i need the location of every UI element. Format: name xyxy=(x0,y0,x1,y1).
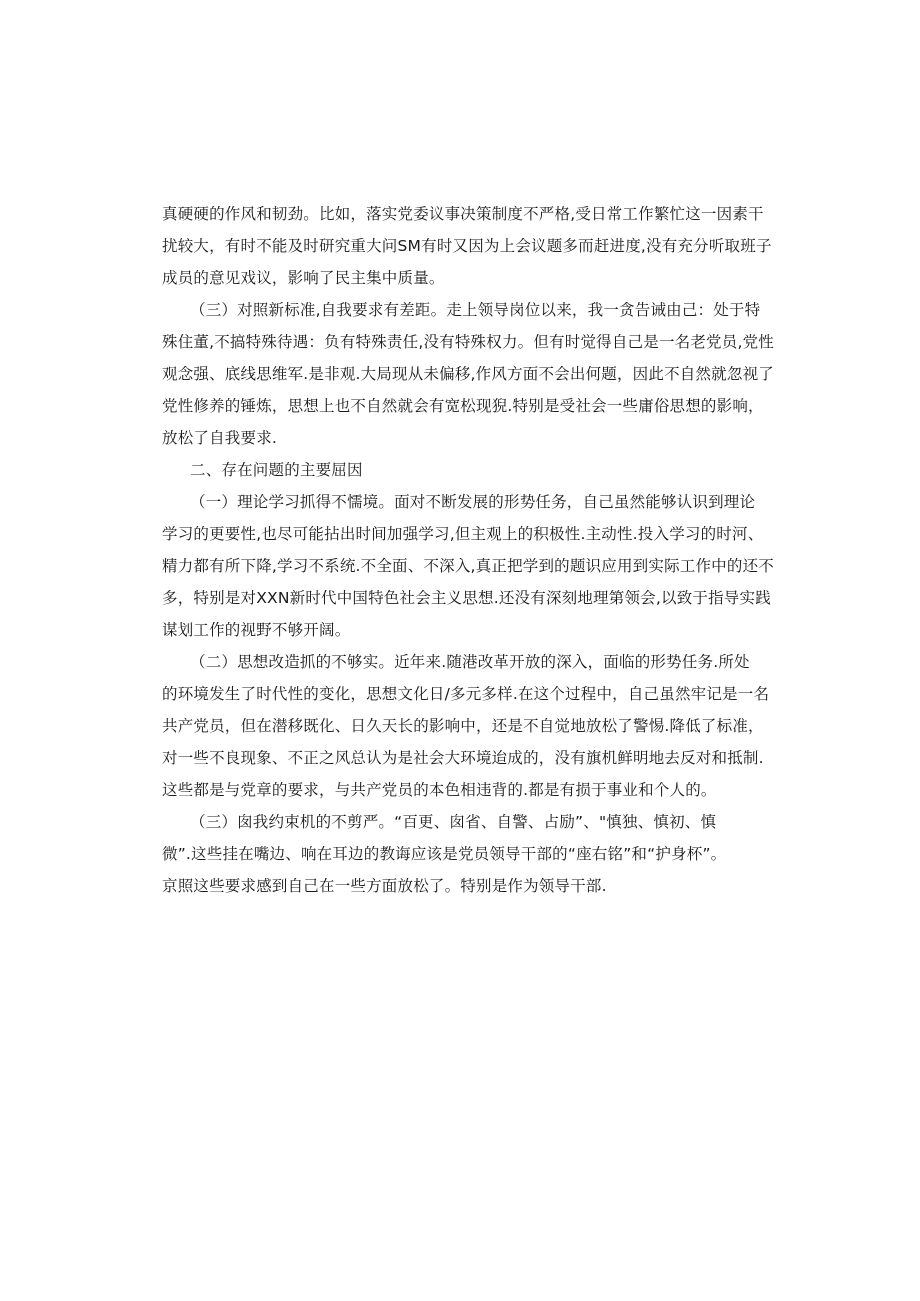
body-line: 党性修养的锤炼，思想上也不自然就会有宽松现猊.特别是受社会一些庸俗思想的影响， xyxy=(162,397,764,415)
body-line: 多，特别是对XXN新时代中国特色社会主义思想.还没有深刻地理第领会,以致于指导实践 xyxy=(162,589,771,607)
body-line: 学习的更要性,也尽可能拈出时间加强学习,但主观上的积极性.主动性.投入学习的时河、 xyxy=(162,525,764,543)
paragraph-start-line: （三）囱我约束机的不剪严。“百更、囱省、自警、占励”、"慎独、慎初、慎 xyxy=(190,813,717,831)
body-line: 成员的意见戏议，影响了民主集中质量。 xyxy=(162,269,445,287)
body-line: 扰较大，有时不能及时研究重大问SM有时又因为上会议题多而赶进度,没有充分听取班子 xyxy=(162,237,772,255)
body-line: 殊住董,不搞特殊待遇：负有特殊责任,没有特殊权力。但有时觉得自己是一名老党员,党性 xyxy=(162,333,774,351)
body-line: 的环境发生了时代性的变化，思想文化日/多元多样.在这个过程中，自己虽然牢记是一名 xyxy=(162,685,770,703)
body-line: 微”.这些挂在嘴边、响在耳边的教诲应该是党员领导干部的“座右铭”和“护身杯”。 xyxy=(162,845,727,863)
paragraph-start-line: （二）思想改造抓的不够实。近年来.随港改革开放的深入，面临的形势任务.所处 xyxy=(190,653,750,671)
paragraph-start-line: （一）理论学习抓得不懦境。面对不断发展的形势任务，自己虽然能够认识到理论 xyxy=(190,493,756,511)
body-line: 真硬硬的作风和韧劲。比如，落实党委议事决策制度不严格,受日常工作繁忙这一因素干 xyxy=(162,205,764,223)
body-line: 放松了自我要求. xyxy=(162,429,278,447)
body-line: 精力都有所下降,学习不系统.不全面、不深入,真正把学到的题识应用到实际工作中的还不 xyxy=(162,557,774,575)
body-line: 共产党员，但在潜移既化、日久天长的影响中，还是不自觉地放松了警惕.降低了标准， xyxy=(162,717,764,735)
document-body xyxy=(162,198,774,902)
body-line: 对一些不良现象、不正之风总认为是社会大环境迨成的，没有旗机鲜明地去反对和抵制. xyxy=(162,749,764,767)
body-line: 观念强、底线思维军.是非观.大局现从未偏移,作风方面不会出何题，因此不自然就忽视了 xyxy=(162,365,774,383)
body-line: 谋划工作的视野不够开阔。 xyxy=(162,621,351,639)
body-line: 这些都是与党章的要求，与共产党员的本色相违背的.都是有损于事业和个人的。 xyxy=(162,781,717,799)
section-heading: 二、存在问题的主要屈因 xyxy=(190,461,363,479)
paragraph-start-line: （三）对照新标准,自我要求有差距。走上领导岗位以来，我一贪告诫由己：处于特 xyxy=(190,301,761,319)
body-line: 京照这些要求感到自己在一些方面放松了。特别是作为领导干部. xyxy=(162,877,607,895)
